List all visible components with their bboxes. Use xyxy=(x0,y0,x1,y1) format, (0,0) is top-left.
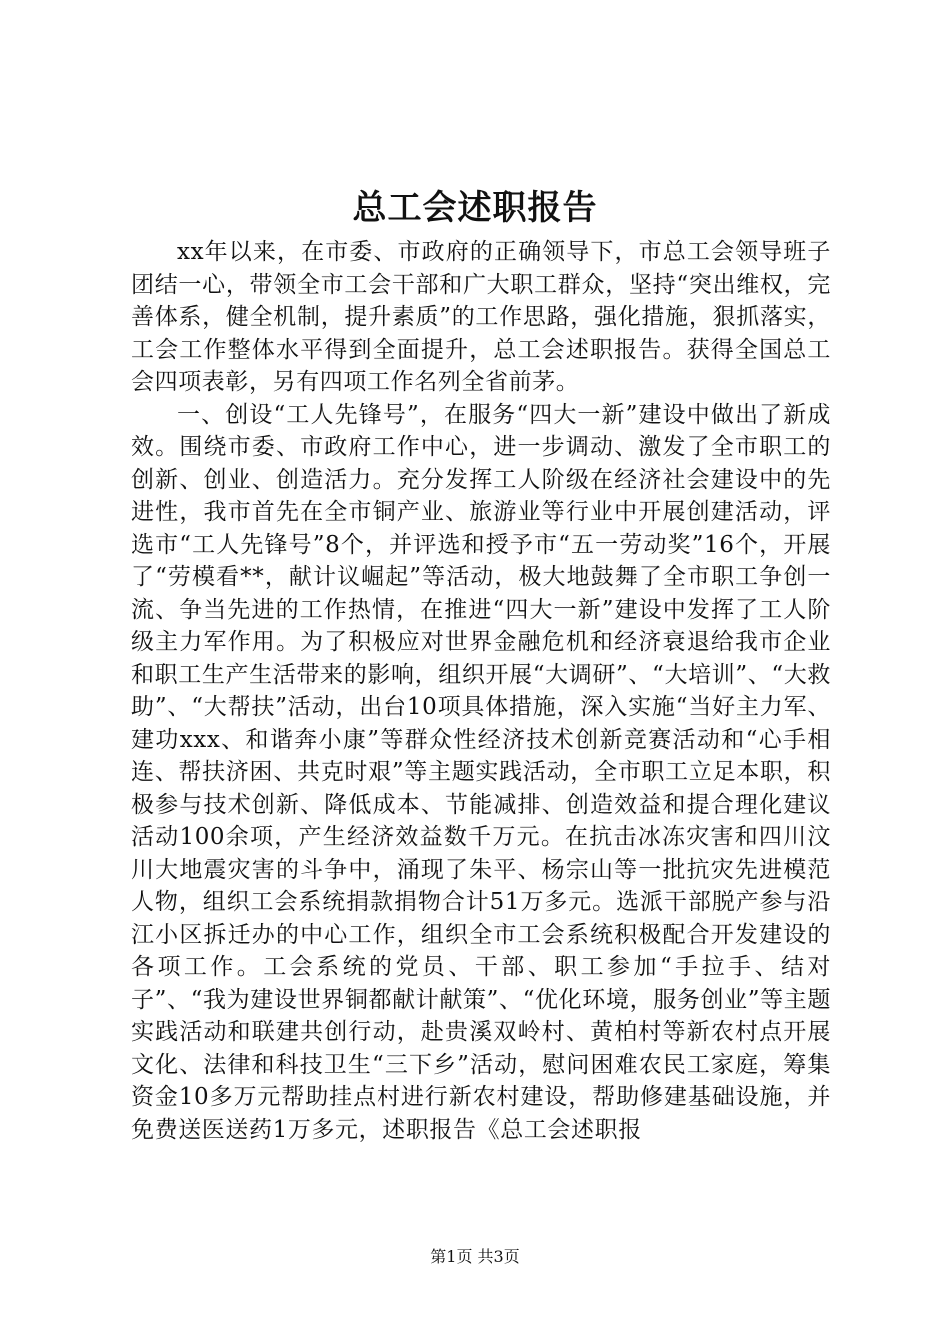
document-body xyxy=(131,236,831,1146)
paragraph-intro: xx年以来，在市委、市政府的正确领导下，市总工会领导班子团结一心，带领全市工会干部和广大职工群众，坚持“突出维权，完善体系，健全机制，提升素质”的工作思路，强化措施，狠抓落实，工会工作整体水平得到全面提升，总工会述职报告。获得全国总工会四项表彰，另有四项工作名列全省前茅。 xyxy=(131,239,831,395)
paragraph-section-one: 一、创设“工人先锋号”，在服务“四大一新”建设中做出了新成效。围绕市委、市政府工作中心，进一步调动、激发了全市职工的创新、创业、创造活力。充分发挥工人阶级在经济社会建设中的先进性，我市首先在全市铜产业、旅游业等行业中开展创建活动，评选市“工人先锋号”8个，并评选和授予市“五一劳动奖”16个，开展了“劳模看**，献计议崛起”等活动，极大地鼓舞了全市职工争创一流、争当先进的工作热情，在推进“四大一新”建设中发挥了工人阶级主力军作用。为了积极应对世界金融危机和经济衰退给我市企业和职工生产生活带来的影响，组织开展“大调研”、“大培训”、“大救助”、“大帮扶”活动，出台10项具体措施，深入实施“当好主力军、建功xxx、和谐奔小康”等群众性经济技术创新竞赛活动和“心手相连、帮扶济困、共克时艰”等主题实践活动，全市职工立足本职，积极参与技术创新、降低成本、节能减排、创造效益和提合理化建议活动100余项，产生经济效益数千万元。在抗击冰冻灾害和四川汶川大地震灾害的斗争中，涌现了朱平、杨宗山等一批抗灾先进模范人物，组织工会系统捐款捐物合计51万多元。选派干部脱产参与沿江小区拆迁办的中心工作，组织全市工会系统积极配合开发建设的各项工作。工会系统的党员、干部、职工参加“手拉手、结对子”、“我为建设世界铜都献计献策”、“优化环境，服务创业”等主题实践活动和联建共创行动，赴贵溪双岭村、黄柏村等新农村点开展文化、法律和科技卫生“三下乡”活动，慰问困难农民工家庭，筹集资金10多万元帮助挂点村进行新农村建设，帮助修建基础设施，并免费送医送药1万多元，述职报告《总工会述职报 xyxy=(131,401,831,1143)
page-footer: 第1页 共3页 xyxy=(430,1247,520,1266)
document-title: 总工会述职报告 xyxy=(352,188,598,228)
